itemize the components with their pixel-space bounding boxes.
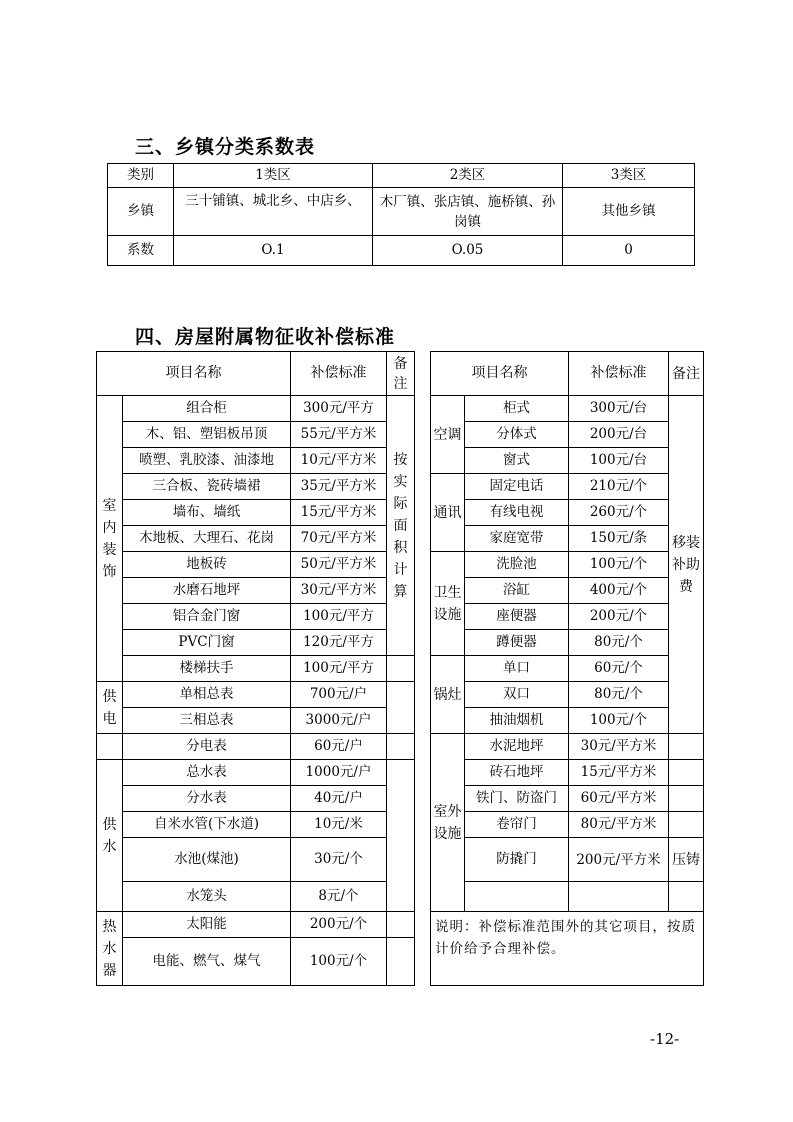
table-row	[97, 760, 704, 786]
remark-empty	[669, 760, 704, 786]
item-standard: 200元/平方米	[569, 838, 669, 882]
table-row	[97, 912, 704, 938]
header-item-name-right: 项目名称	[431, 352, 569, 396]
item-name: 铝合金门窗	[123, 604, 291, 630]
table-row	[97, 656, 704, 682]
group-outdoor: 室外设施	[431, 734, 465, 912]
header-item-name-left: 项目名称	[97, 352, 291, 396]
item-name: 三相总表	[123, 708, 291, 734]
item-standard: 100元/个	[569, 552, 669, 578]
remark-empty	[387, 938, 415, 986]
zone2-coef: O.05	[373, 236, 563, 266]
item-name: 水磨石地坪	[123, 578, 291, 604]
item-name: 柜式	[465, 396, 569, 422]
item-standard: 3000元/户	[291, 708, 387, 734]
group-power: 供电	[97, 682, 123, 734]
zone3-towns: 其他乡镇	[563, 188, 695, 236]
remark-empty	[387, 656, 415, 682]
item-name: 单口	[465, 656, 569, 682]
item-name: 有线电视	[465, 500, 569, 526]
item-standard: 55元/平方米	[291, 422, 387, 448]
item-name: 木地板、大理石、花岗	[123, 526, 291, 552]
zone3-coef: 0	[563, 236, 695, 266]
table-row	[108, 236, 695, 266]
group-empty	[97, 734, 123, 760]
remark-empty	[669, 812, 704, 838]
empty-cell	[569, 882, 669, 912]
item-standard: 8元/个	[291, 882, 387, 912]
item-name: 砖石地坪	[465, 760, 569, 786]
empty-cell	[669, 882, 704, 912]
item-standard: 400元/个	[569, 578, 669, 604]
header-standard-left: 补偿标准	[291, 352, 387, 396]
item-name: 抽油烟机	[465, 708, 569, 734]
remark-empty	[669, 734, 704, 760]
item-standard: 40元/户	[291, 786, 387, 812]
group-indoor: 室内装饰	[97, 396, 123, 682]
header-zone1: 1类区	[174, 164, 373, 188]
item-standard: 300元/平方	[291, 396, 387, 422]
header-remark-left: 备注	[387, 352, 415, 396]
item-name: 铁门、防盗门	[465, 786, 569, 812]
item-standard: 60元/个	[569, 656, 669, 682]
table-header-row	[108, 164, 695, 188]
item-standard: 50元/平方米	[291, 552, 387, 578]
item-name: 组合柜	[123, 396, 291, 422]
item-standard: 15元/平方米	[569, 760, 669, 786]
item-standard: 30元/个	[291, 838, 387, 882]
item-name: 自米水管(下水道)	[123, 812, 291, 838]
column-gap	[415, 352, 431, 986]
item-name: 三合板、瓷砖墙裙	[123, 474, 291, 500]
item-standard: 70元/平方米	[291, 526, 387, 552]
zone1-coef: O.1	[174, 236, 373, 266]
section3-title: 三、乡镇分类系数表	[135, 136, 316, 158]
item-standard: 300元/台	[569, 396, 669, 422]
zone1-towns: 三十铺镇、城北乡、中店乡、	[174, 188, 373, 236]
compensation-table	[96, 351, 704, 986]
item-name: 分水表	[123, 786, 291, 812]
item-name: 浴缸	[465, 578, 569, 604]
item-name: 单相总表	[123, 682, 291, 708]
item-standard: 120元/平方	[291, 630, 387, 656]
item-standard: 30元/平方米	[569, 734, 669, 760]
item-standard: 80元/个	[569, 682, 669, 708]
item-name: 双口	[465, 682, 569, 708]
remark-relocate: 移装补助费	[669, 396, 704, 734]
item-name: 地板砖	[123, 552, 291, 578]
row-label-coef: 系数	[108, 236, 174, 266]
item-standard: 100元/平方	[291, 656, 387, 682]
page-number: -12-	[650, 1030, 680, 1048]
item-standard: 80元/个	[569, 630, 669, 656]
item-name: 墙布、墙纸	[123, 500, 291, 526]
item-name: 水泥地坪	[465, 734, 569, 760]
item-name: 防撬门	[465, 838, 569, 882]
item-standard: 1000元/户	[291, 760, 387, 786]
table-row	[108, 188, 695, 236]
item-standard: 10元/平方米	[291, 448, 387, 474]
table-header-row	[97, 352, 704, 396]
item-standard: 100元/个	[291, 938, 387, 986]
item-standard: 150元/条	[569, 526, 669, 552]
table-row	[97, 682, 704, 708]
group-stove: 锅灶	[431, 656, 465, 734]
table-row	[97, 396, 704, 422]
remark-by-area: 按实际面积计算	[387, 396, 415, 656]
item-name: 喷塑、乳胶漆、油漆地	[123, 448, 291, 474]
item-name: 座便器	[465, 604, 569, 630]
remark-empty	[387, 734, 415, 760]
item-name: 总水表	[123, 760, 291, 786]
item-name: 水笼头	[123, 882, 291, 912]
item-name: 楼梯扶手	[123, 656, 291, 682]
item-standard: 200元/个	[291, 912, 387, 938]
item-name: PVC门窗	[123, 630, 291, 656]
item-name: 卷帘门	[465, 812, 569, 838]
item-name: 分体式	[465, 422, 569, 448]
item-standard: 100元/个	[569, 708, 669, 734]
header-zone2: 2类区	[373, 164, 563, 188]
item-standard: 700元/户	[291, 682, 387, 708]
item-name: 洗脸池	[465, 552, 569, 578]
header-remark-right: 备注	[669, 352, 704, 396]
item-name: 木、铝、塑铝板吊顶	[123, 422, 291, 448]
remark-cast: 压铸	[669, 838, 704, 882]
item-standard: 200元/个	[569, 604, 669, 630]
header-zone3: 3类区	[563, 164, 695, 188]
item-name: 电能、燃气、煤气	[123, 938, 291, 986]
item-name: 蹲便器	[465, 630, 569, 656]
town-coefficient-table	[107, 163, 695, 266]
group-ac: 空调	[431, 396, 465, 474]
note-text: 说明：补偿标准范围外的其它项目，按质计价给予合理补偿。	[431, 912, 704, 986]
item-standard: 100元/平方	[291, 604, 387, 630]
empty-cell	[465, 882, 569, 912]
group-sanitary: 卫生设施	[431, 552, 465, 656]
item-standard: 60元/平方米	[569, 786, 669, 812]
item-standard: 10元/米	[291, 812, 387, 838]
item-standard: 35元/平方米	[291, 474, 387, 500]
header-standard-right: 补偿标准	[569, 352, 669, 396]
item-standard: 200元/台	[569, 422, 669, 448]
group-heater: 热水器	[97, 912, 123, 986]
section4-title: 四、房屋附属物征收补偿标准	[135, 326, 396, 348]
item-name: 太阳能	[123, 912, 291, 938]
item-name: 分电表	[123, 734, 291, 760]
item-standard: 60元/户	[291, 734, 387, 760]
zone2-towns: 木厂镇、张店镇、施桥镇、孙岗镇	[373, 188, 563, 236]
remark-empty	[669, 786, 704, 812]
header-category: 类别	[108, 164, 174, 188]
item-standard: 260元/个	[569, 500, 669, 526]
group-water: 供水	[97, 760, 123, 912]
item-standard: 100元/台	[569, 448, 669, 474]
item-standard: 15元/平方米	[291, 500, 387, 526]
remark-empty	[387, 760, 415, 912]
item-standard: 30元/平方米	[291, 578, 387, 604]
item-name: 水池(煤池)	[123, 838, 291, 882]
row-label-towns: 乡镇	[108, 188, 174, 236]
group-comm: 通讯	[431, 474, 465, 552]
remark-empty	[387, 682, 415, 734]
item-name: 家庭宽带	[465, 526, 569, 552]
item-standard: 80元/平方米	[569, 812, 669, 838]
item-name: 窗式	[465, 448, 569, 474]
item-standard: 210元/个	[569, 474, 669, 500]
table-row	[97, 734, 704, 760]
remark-empty	[387, 912, 415, 938]
item-name: 固定电话	[465, 474, 569, 500]
